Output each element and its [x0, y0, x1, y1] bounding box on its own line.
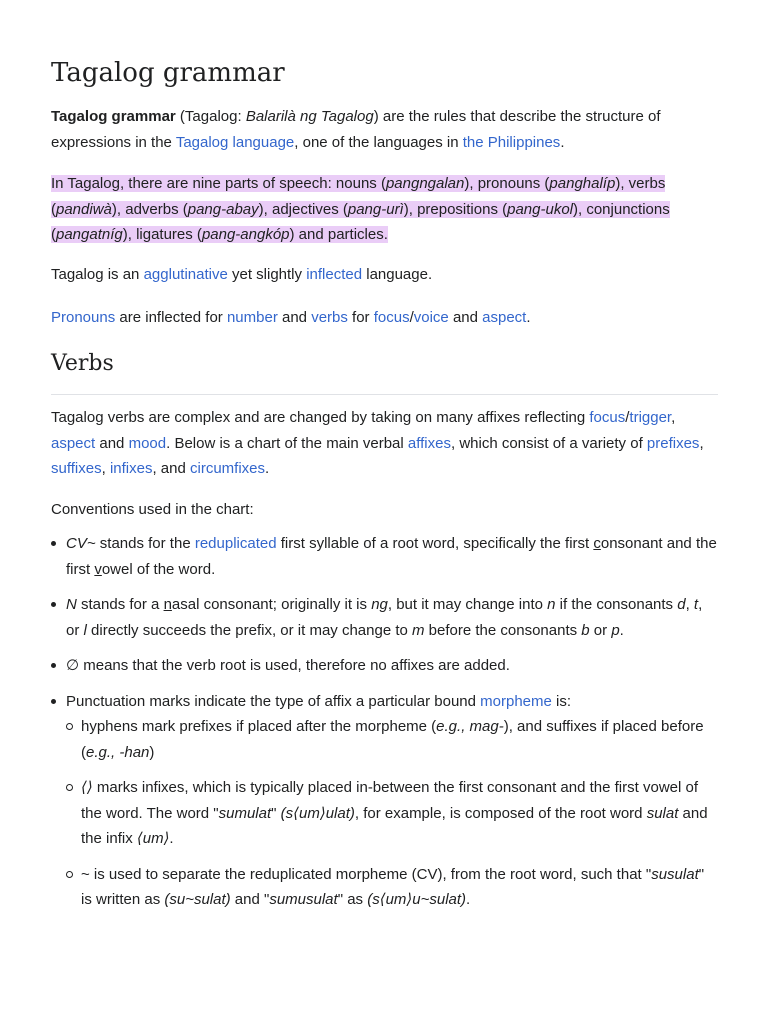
link-agglutinative[interactable]: agglutinative [143, 266, 228, 283]
link-pronouns[interactable]: Pronouns [51, 309, 116, 326]
list-item: ~ is used to separate the reduplicated morpheme (CV), from the root word, such that "susulat" is written as (su~sulat) and "sumusulat" as (s⟨um⟩u~sulat). [51, 862, 718, 913]
link-tagalog-language[interactable]: Tagalog language [175, 133, 295, 151]
list-item: ∅ means that the verb root is used, therefore no affixes are added. [51, 653, 718, 679]
link-trigger[interactable]: trigger [629, 409, 672, 426]
parts-of-speech-paragraph [51, 171, 718, 248]
link-number[interactable]: number [226, 309, 278, 326]
verbs-paragraph: Tagalog verbs are complex and are changed by taking on many affixes reflecting focus/trigger, aspect and mood. Below is a chart of the main verbal affixes, which consist of a variety of prefixes, suffixes, infixes, and circumfixes. [51, 409, 704, 477]
link-inflected[interactable]: inflected [306, 266, 363, 283]
link-focus[interactable]: focus [589, 409, 626, 426]
affix-notation-list [51, 714, 718, 913]
link-voice[interactable]: voice [413, 309, 449, 326]
list-item: ⟨⟩ marks infixes, which is typically placed in-between the first consonant and the first vowel of the word. The word "sumulat" (s⟨um⟩ulat), for example, is composed of the root word sulat and the infix ⟨um⟩. [51, 775, 718, 852]
list-item: hyphens mark prefixes if placed after the morpheme (e.g., mag-), and suffixes if placed before (e.g., -han) [51, 714, 718, 765]
list-item: Punctuation marks indicate the type of affix a particular bound morpheme is: hyphens mark prefixes if placed after the morpheme (e.g., mag-), and suffixes if placed before (e.g., -han) ⟨⟩ marks infixes, which is typically placed in-between the first consonant and the first vowel of the word. The word "sumulat" (s⟨um⟩ulat), for example, is composed of the root word sulat and the infix ⟨um⟩. ~ is used to separate the reduplicated morpheme (CV), from the root word, such that "susulat" is written as (su~sulat) and "sumusulat" as (s⟨um⟩u~sulat). [51, 689, 718, 913]
link-aspect[interactable]: aspect [482, 309, 527, 326]
conventions-label: Conventions used in the chart: [51, 501, 254, 518]
section-divider [51, 394, 718, 395]
pronouns-paragraph: Pronouns are inflected for number and verbs for focus/voice and aspect. [51, 309, 531, 326]
link-infixes[interactable]: infixes [109, 460, 153, 477]
list-item: CV~ stands for the reduplicated first syllable of a root word, specifically the first consonant and the first vowel of the word. [51, 531, 718, 582]
link-aspect[interactable]: aspect [51, 434, 96, 452]
intro-bold-term: Tagalog grammar [51, 108, 176, 125]
page-title: Tagalog grammar [51, 58, 285, 88]
link-philippines[interactable]: the Philippines [462, 133, 561, 151]
link-circumfixes[interactable]: circumfixes [190, 460, 266, 477]
link-suffixes[interactable]: suffixes [51, 460, 102, 477]
intro-paragraph: Tagalog grammar (Tagalog: Balarilà ng Tagalog) are the rules that describe the structure of expressions in the Tagalog language, one of the languages in the Philippines. [51, 108, 661, 151]
list-item: N stands for a nasal consonant; originally it is ng, but it may change into n if the consonants d, t, or l directly succeeds the prefix, or it may change to m before the consonants b or p. [51, 592, 718, 643]
link-affixes[interactable]: affixes [407, 434, 451, 452]
link-mood[interactable]: mood [128, 434, 167, 452]
link-morpheme[interactable]: morpheme [480, 692, 552, 710]
link-prefixes[interactable]: prefixes [646, 434, 700, 452]
highlighted-text: In Tagalog, there are nine parts of speech: nouns (pangngalan), pronouns (panghalíp), verbs (pandiwà), adverbs (pang-abay), adjectives (pang-urì), prepositions (pang-ukol), conjunctions (pangatníg), ligatures (pang-angkóp) and particles. [51, 175, 670, 243]
agglutinative-paragraph: Tagalog is an agglutinative yet slightly inflected language. [51, 266, 433, 283]
empty-set-symbol: ∅ [66, 657, 80, 674]
link-focus[interactable]: focus [373, 309, 410, 326]
link-verbs[interactable]: verbs [311, 309, 348, 326]
section-heading-verbs: Verbs [51, 351, 114, 376]
conventions-list [51, 531, 718, 913]
link-reduplicated[interactable]: reduplicated [194, 535, 277, 552]
